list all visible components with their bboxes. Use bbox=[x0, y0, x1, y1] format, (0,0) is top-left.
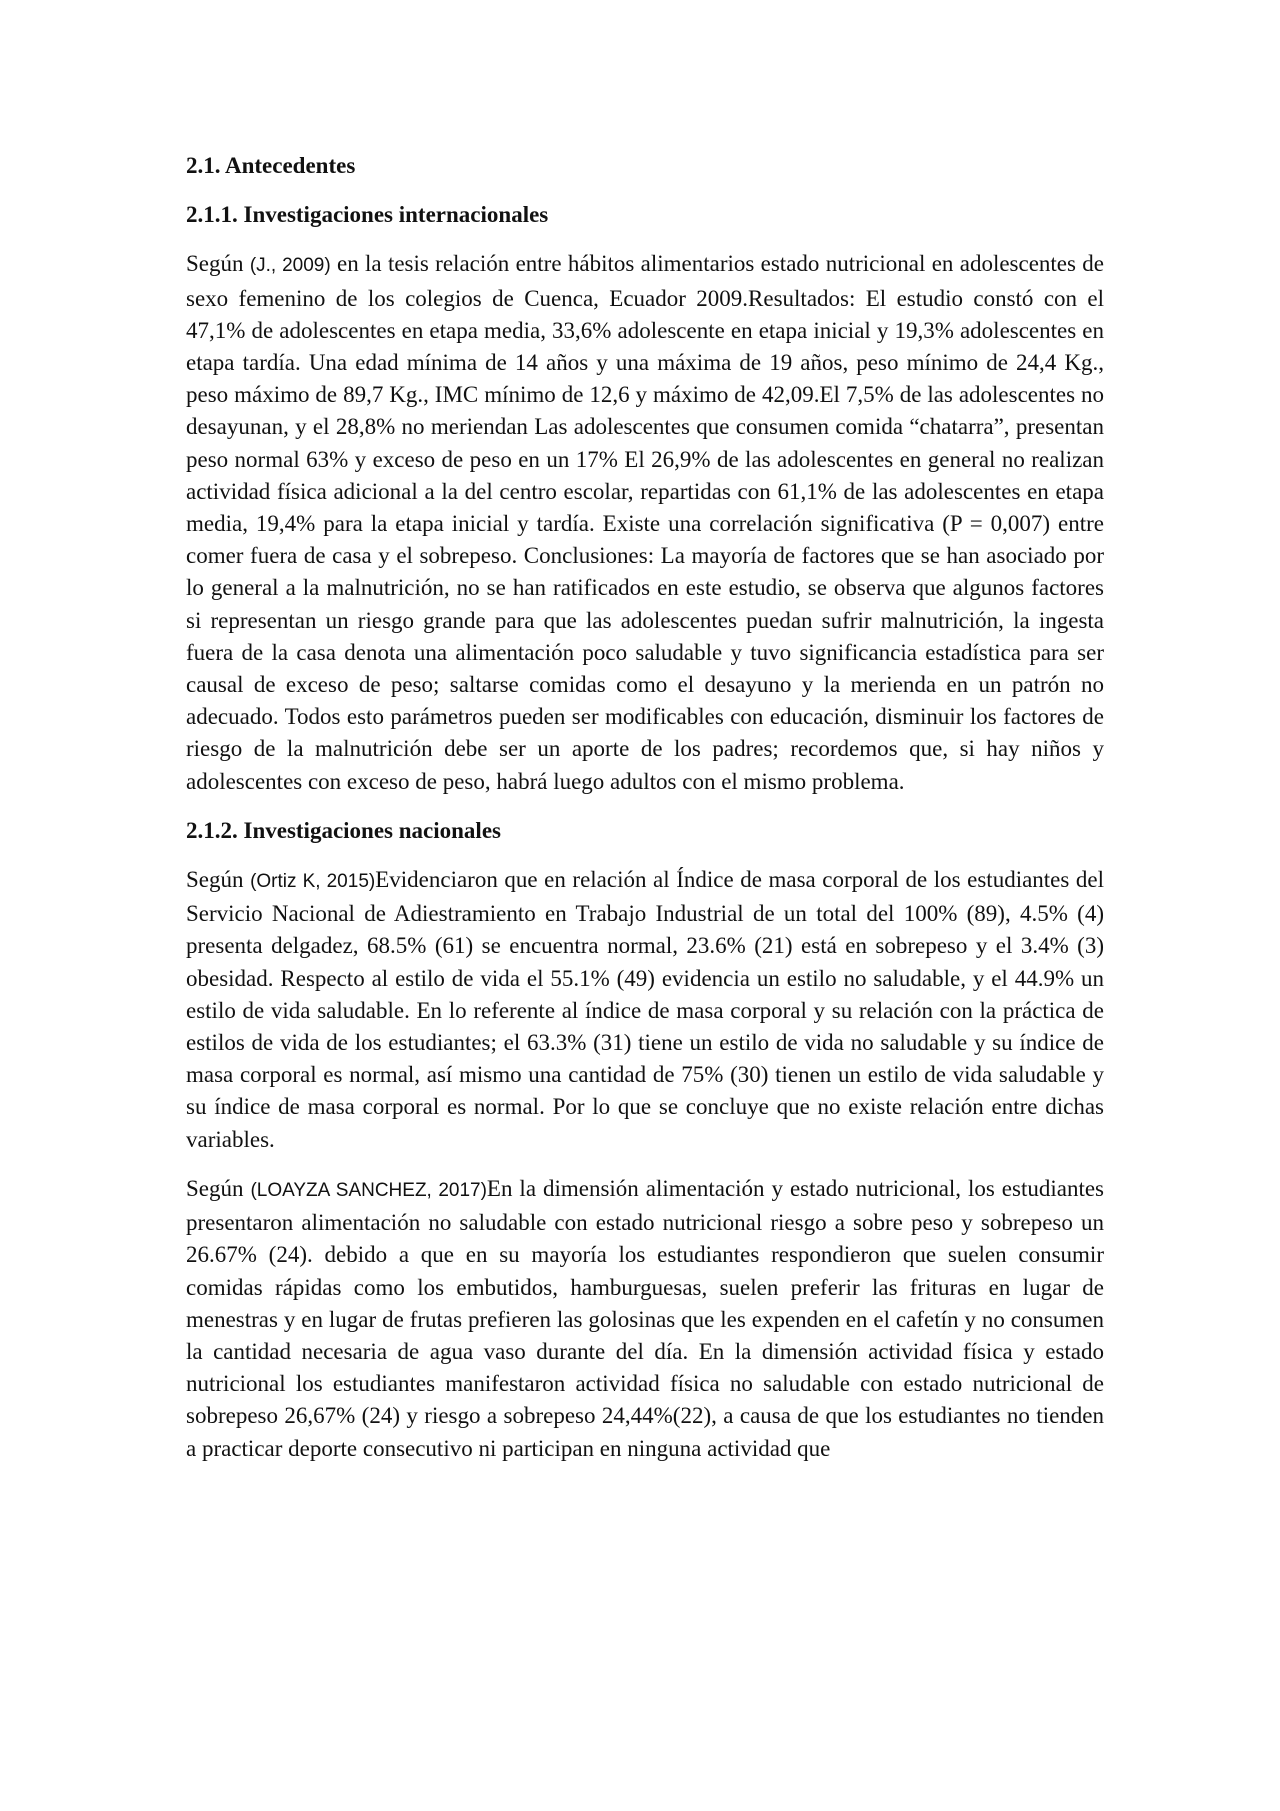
paragraph-internacional-1 bbox=[186, 248, 1104, 797]
paragraph-lead: Según bbox=[186, 1175, 251, 1201]
subsection-heading-internacionales: 2.1.1. Investigaciones internacionales bbox=[186, 202, 549, 228]
paragraph-text: En la dimensión alimentación y estado nutricional, los estudiantes presentaron alimentación no saludable con estado nutricional riesgo a sobre peso y sobrepeso un 26.67% (24). debido a que en su mayoría los estudiantes respondieron que suelen consumir comidas rápidas como los embutidos, hamburguesas, suelen preferir las frituras en lugar de menestras y en lugar de frutas prefieren las golosinas que les expenden en el cafetín y no consumen la cantidad necesaria de agua vaso durante del día. En la dimensión actividad física y estado nutricional los estudiantes manifestaron actividad física no saludable con estado nutricional de sobrepeso 26,67% (24) y riesgo a sobrepeso 24,44%(22), a causa de que los estudiantes no tienden a practicar deporte consecutivo ni participan en ninguna actividad que bbox=[186, 1175, 1104, 1461]
citation-j-2009: (J., 2009) bbox=[249, 255, 331, 277]
paragraph-nacional-1 bbox=[186, 864, 1104, 1156]
paragraph-text: en la tesis relación entre hábitos alimentarios estado nutricional en adolescentes de sexo femenino de los colegios de Cuenca, Ecuador 2009.Resultados: El estudio constó con el 47,1% de adolescentes en etapa media, 33,6% adolescente en etapa inicial y 19,3% adolescentes en etapa tardía. Una edad mínima de 14 años y una máxima de 19 años, peso mínimo de 24,4 Kg., peso máximo de 89,7 Kg., IMC mínimo de 12,6 y máximo de 42,09.El 7,5% de las adolescentes no desayunan, y el 28,8% no meriendan Las adolescentes que consumen comida “chatarra”, presentan peso normal 63% y exceso de peso en un 17% El 26,9% de las adolescentes en general no realizan actividad física adicional a la del centro escolar, repartidas con 61,1% de las adolescentes en etapa media, 19,4% para la etapa inicial y tardía. Existe una correlación significativa (P = 0,007) entre comer fuera de casa y el sobrepeso. Conclusiones: La mayoría de factores que se han asociado por lo general a la malnutrición, no se han ratificados en este estudio, se observa que algunos factores si representan un riesgo grande para que las adolescentes puedan sufrir malnutrición, la ingesta fuera de la casa denota una alimentación poco saludable y tuvo significancia estadística para ser causal de exceso de peso; saltarse comidas como el desayuno y la merienda en un patrón no adecuado. Todos esto parámetros pueden ser modificables con educación, disminuir los factores de riesgo de la malnutrición debe ser un aporte de los padres; recordemos que, si hay niños y adolescentes con exceso de peso, habrá luego adultos con el mismo problema. bbox=[186, 251, 1104, 794]
section-heading-antecedentes: 2.1. Antecedentes bbox=[186, 153, 356, 178]
paragraph-lead: Según bbox=[186, 251, 250, 277]
paragraph-nacional-2 bbox=[186, 1173, 1104, 1465]
document-page bbox=[186, 150, 1104, 1482]
subsection-heading-nacionales: 2.1.2. Investigaciones nacionales bbox=[186, 817, 501, 843]
paragraph-text: Evidenciaron que en relación al Índice de masa corporal de los estudiantes del Servicio Nacional de Adiestramiento en Trabajo Industrial de un total del 100% (89), 4.5% (4) presenta delgadez, 68.5% (61) se encuentra normal, 23.6% (21) está en sobrepeso y el 3.4% (3) obesidad. Respecto al estilo de vida el 55.1% (49) evidencia un estilo no saludable, y el 44.9% un estilo de vida saludable. En lo referente al índice de masa corporal y su relación con la práctica de estilos de vida de los estudiantes; el 63.3% (31) tiene un estilo de vida no saludable y su índice de masa corporal es normal, así mismo una cantidad de 75% (30) tienen un estilo de vida saludable y su índice de masa corporal es normal. Por lo que se concluye que no existe relación entre dichas variables. bbox=[186, 867, 1104, 1152]
paragraph-lead: Según bbox=[186, 867, 251, 893]
citation-ortiz-2015: (Ortiz K, 2015) bbox=[250, 871, 376, 893]
citation-loayza-2017: (LOAYZA SANCHEZ, 2017) bbox=[250, 1179, 487, 1201]
